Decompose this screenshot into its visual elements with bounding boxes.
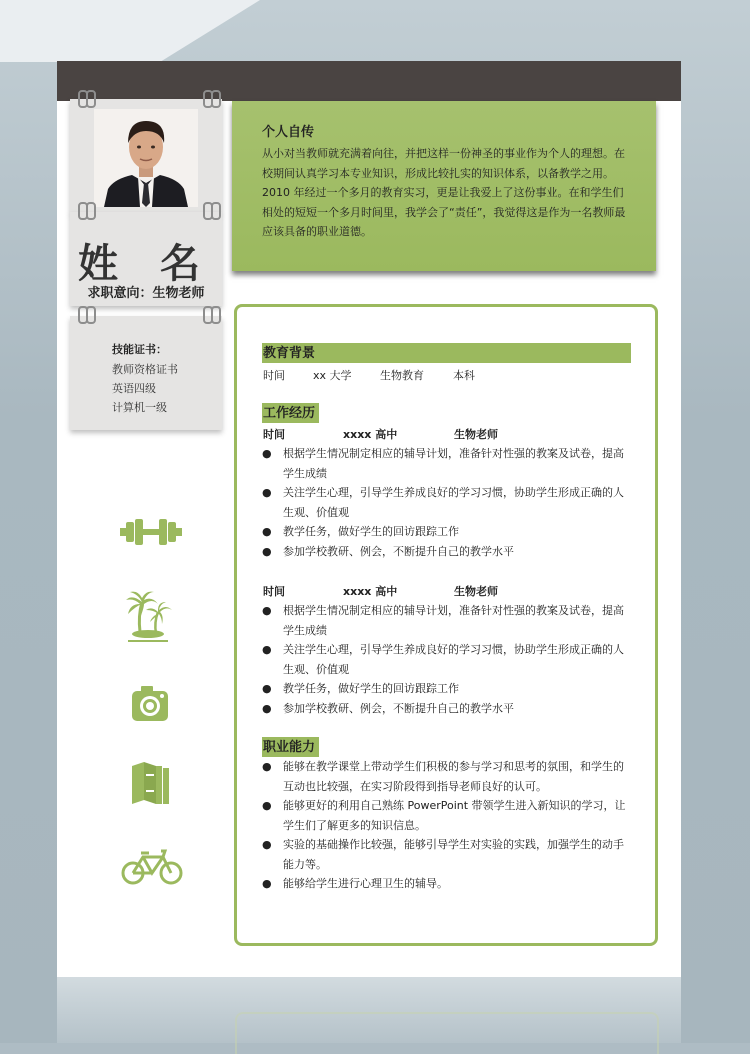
job-time: 时间	[263, 428, 285, 441]
education-school: xx 大学	[313, 369, 352, 382]
job-duty: 根据学生情况制定相应的辅导计划，准备针对性强的教案及试卷，提高学生成绩	[283, 604, 624, 637]
job-duty: 教学任务，做好学生的回访跟踪工作	[283, 525, 459, 538]
education-time: 时间	[263, 369, 285, 382]
dumbbell-icon	[120, 518, 184, 550]
top-bar	[57, 61, 681, 101]
skill-item: 能够在教学课堂上带动学生们积极的参与学习和思考的氛围，和学生的互动也比较强，在实习阶段得到指导老师良好的认可。	[283, 760, 624, 793]
job-duty: 关注学生心理，引导学生养成良好的学习习惯，协助学生形成正确的人生观、价值观	[283, 486, 624, 519]
education-degree: 本科	[453, 369, 475, 382]
binder-ring	[86, 306, 96, 324]
binder-ring	[86, 90, 96, 108]
photo-card	[70, 99, 222, 213]
candidate-name: 姓 名	[78, 241, 214, 287]
palm-island-icon	[124, 588, 188, 648]
name-card	[70, 212, 222, 306]
binder-ring	[211, 306, 221, 324]
certificate-item: 教师资格证书	[112, 363, 178, 376]
certificate-item: 计算机一级	[112, 401, 167, 414]
job-duty: 参加学校教研、例会，不断提升自己的教学水平	[283, 545, 514, 558]
job-position: 生物老师	[454, 428, 498, 441]
camera-icon	[131, 684, 195, 726]
self-intro-title: 个人自传	[262, 125, 315, 140]
certificates-card	[70, 316, 222, 430]
certificate-item: 英语四级	[112, 382, 156, 395]
education-major: 生物教育	[380, 369, 424, 382]
job-intent: 求职意向：生物老师	[87, 286, 205, 301]
education-heading: 教育背景	[262, 343, 631, 363]
work-heading: 工作经历	[262, 403, 319, 423]
skill-item: 能够给学生进行心理卫生的辅导。	[283, 877, 448, 890]
self-intro-text: 从小对当教师就充满着向往，并把这样一份神圣的事业作为个人的理想。在校期间认真学习本专业知识，形成比较扎实的知识体系，以备教学之用。2010 年经过一个多月的教育实习，更是让我爱上了这份事业。在和学生们相处的短短一个多月时间里，我学会了“责任”，我觉得这是作为一名教师最应该具备的职业道德。	[262, 147, 626, 238]
job-duty: 根据学生情况制定相应的辅导计划，准备针对性强的教案及试卷，提高学生成绩	[283, 447, 624, 480]
job-duty: 教学任务，做好学生的回访跟踪工作	[283, 682, 459, 695]
job-company: xxxx 高中	[343, 428, 398, 441]
skill-item: 实验的基础操作比较强，能够引导学生对实验的实践，加强学生的动手能力等。	[283, 838, 624, 871]
skill-item: 能够更好的利用自己熟练 PowerPoint 带领学生进入新知识的学习，让学生们了解更多的知识信息。	[283, 799, 626, 832]
job-duty: 关注学生心理，引导学生养成良好的学习习惯，协助学生形成正确的人生观、价值观	[283, 643, 624, 676]
job-time: 时间	[263, 585, 285, 598]
job-position: 生物老师	[454, 585, 498, 598]
self-intro-panel	[232, 101, 656, 271]
job-company: xxxx 高中	[343, 585, 398, 598]
binder-ring	[211, 202, 221, 220]
box-reflection	[235, 1012, 659, 1054]
certificates-title: 技能证书：	[112, 343, 167, 356]
avatar	[94, 109, 198, 207]
binder-ring	[211, 90, 221, 108]
skills-heading: 职业能力	[262, 737, 319, 757]
binder-ring	[86, 202, 96, 220]
bicycle-icon	[121, 847, 185, 891]
books-icon	[130, 760, 194, 808]
job-duty: 参加学校教研、例会，不断提升自己的教学水平	[283, 702, 514, 715]
